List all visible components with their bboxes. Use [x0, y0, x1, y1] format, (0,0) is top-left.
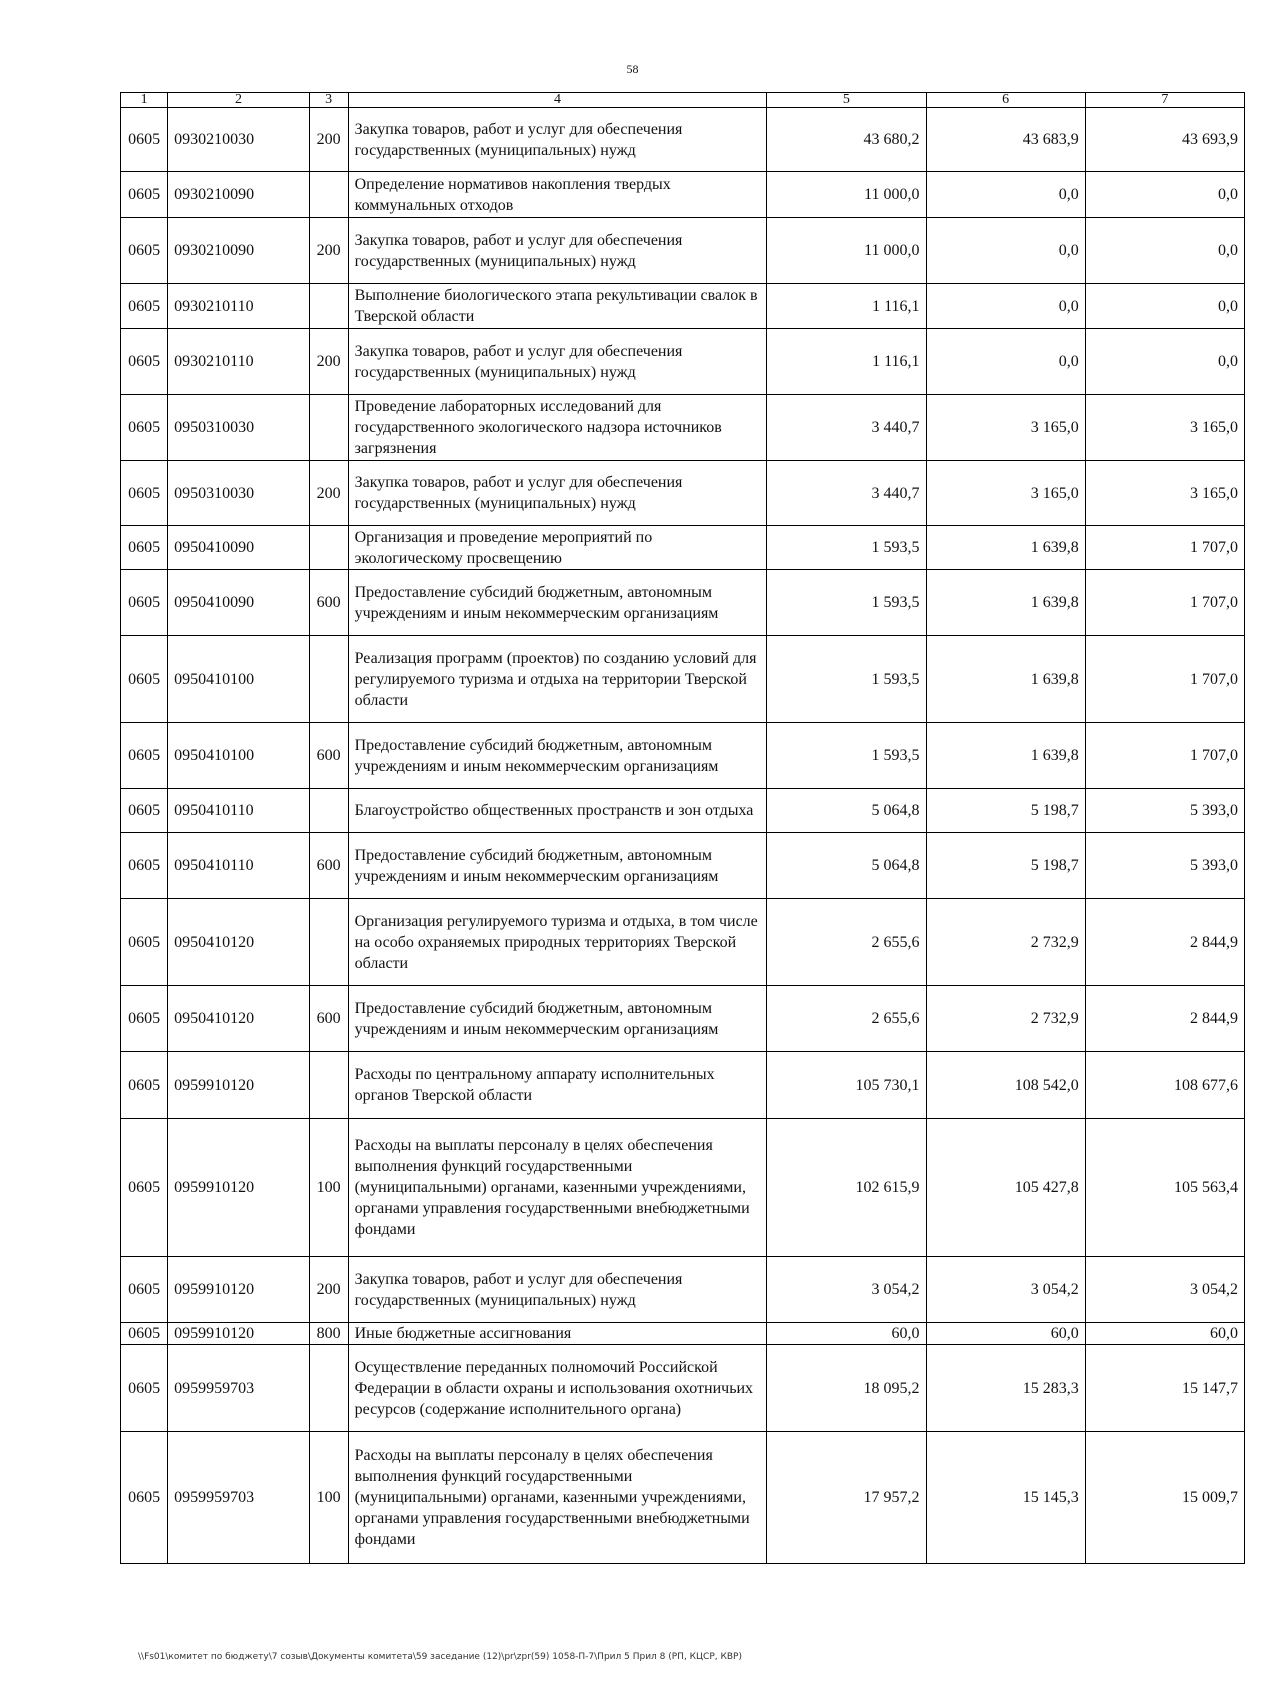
target-article-code-cell: 0959910120 — [168, 1323, 310, 1345]
expense-type-code-cell — [309, 172, 348, 218]
amount-col7-cell: 0,0 — [1085, 284, 1244, 329]
amount-col6-cell: 15 283,3 — [926, 1345, 1085, 1432]
amount-col5-cell: 1 593,5 — [767, 526, 926, 570]
item-name-cell: Закупка товаров, работ и услуг для обеспечения государственных (муниципальных) нужд — [348, 1257, 767, 1323]
amount-col6-cell: 0,0 — [926, 284, 1085, 329]
amount-col5-cell: 3 440,7 — [767, 395, 926, 461]
amount-col5-cell: 11 000,0 — [767, 218, 926, 284]
amount-col5-cell: 5 064,8 — [767, 789, 926, 833]
section-code-cell: 0605 — [121, 986, 168, 1052]
item-name-cell: Закупка товаров, работ и услуг для обеспечения государственных (муниципальных) нужд — [348, 329, 767, 395]
section-code-cell: 0605 — [121, 1345, 168, 1432]
amount-col7-cell: 0,0 — [1085, 329, 1244, 395]
target-article-code-cell: 0930210090 — [168, 218, 310, 284]
table-row — [121, 986, 1245, 1052]
amount-col6-cell: 15 145,3 — [926, 1432, 1085, 1564]
header-cell: 7 — [1085, 93, 1244, 108]
item-name-cell: Предоставление субсидий бюджетным, автономным учреждениям и иным некоммерческим организациям — [348, 570, 767, 636]
amount-col6-cell: 2 732,9 — [926, 986, 1085, 1052]
header-cell: 2 — [168, 93, 310, 108]
target-article-code-cell: 0959910120 — [168, 1257, 310, 1323]
amount-col5-cell: 1 593,5 — [767, 636, 926, 723]
target-article-code-cell: 0950410120 — [168, 899, 310, 986]
item-name-cell: Расходы по центральному аппарату исполнительных органов Тверской области — [348, 1052, 767, 1119]
table-row — [121, 1257, 1245, 1323]
expense-type-code-cell: 100 — [309, 1119, 348, 1257]
item-name-cell: Закупка товаров, работ и услуг для обеспечения государственных (муниципальных) нужд — [348, 108, 767, 172]
amount-col5-cell: 17 957,2 — [767, 1432, 926, 1564]
item-name-cell: Благоустройство общественных пространств и зон отдыха — [348, 789, 767, 833]
item-name-cell: Определение нормативов накопления твердых коммунальных отходов — [348, 172, 767, 218]
target-article-code-cell: 0930210030 — [168, 108, 310, 172]
expense-type-code-cell: 600 — [309, 570, 348, 636]
target-article-code-cell: 0950310030 — [168, 461, 310, 526]
amount-col6-cell: 2 732,9 — [926, 899, 1085, 986]
amount-col7-cell: 0,0 — [1085, 218, 1244, 284]
section-code-cell: 0605 — [121, 899, 168, 986]
amount-col7-cell: 5 393,0 — [1085, 833, 1244, 899]
item-name-cell: Организация регулируемого туризма и отдыха, в том числе на особо охраняемых природных территориях Тверской области — [348, 899, 767, 986]
amount-col5-cell: 1 116,1 — [767, 284, 926, 329]
amount-col5-cell: 1 116,1 — [767, 329, 926, 395]
section-code-cell: 0605 — [121, 284, 168, 329]
budget-table — [120, 92, 1245, 1564]
amount-col5-cell: 43 680,2 — [767, 108, 926, 172]
amount-col5-cell: 105 730,1 — [767, 1052, 926, 1119]
amount-col7-cell: 3 054,2 — [1085, 1257, 1244, 1323]
amount-col5-cell: 5 064,8 — [767, 833, 926, 899]
amount-col7-cell: 15 009,7 — [1085, 1432, 1244, 1564]
amount-col5-cell: 18 095,2 — [767, 1345, 926, 1432]
item-name-cell: Реализация программ (проектов) по созданию условий для регулируемого туризма и отдыха на территории Тверской области — [348, 636, 767, 723]
expense-type-code-cell: 600 — [309, 723, 348, 789]
amount-col6-cell: 105 427,8 — [926, 1119, 1085, 1257]
expense-type-code-cell: 200 — [309, 108, 348, 172]
amount-col7-cell: 2 844,9 — [1085, 899, 1244, 986]
amount-col7-cell: 1 707,0 — [1085, 526, 1244, 570]
item-name-cell: Закупка товаров, работ и услуг для обеспечения государственных (муниципальных) нужд — [348, 461, 767, 526]
item-name-cell: Расходы на выплаты персоналу в целях обеспечения выполнения функций государственными (муниципальными) органами, казенными учреждениями, органами управления государственными внебюджетными фондами — [348, 1432, 767, 1564]
amount-col6-cell: 43 683,9 — [926, 108, 1085, 172]
item-name-cell: Предоставление субсидий бюджетным, автономным учреждениям и иным некоммерческим организациям — [348, 833, 767, 899]
amount-col6-cell: 5 198,7 — [926, 833, 1085, 899]
table-row — [121, 1119, 1245, 1257]
section-code-cell: 0605 — [121, 329, 168, 395]
target-article-code-cell: 0959910120 — [168, 1052, 310, 1119]
section-code-cell: 0605 — [121, 636, 168, 723]
amount-col7-cell: 3 165,0 — [1085, 395, 1244, 461]
amount-col6-cell: 1 639,8 — [926, 526, 1085, 570]
amount-col5-cell: 2 655,6 — [767, 986, 926, 1052]
table-row — [121, 461, 1245, 526]
amount-col5-cell: 1 593,5 — [767, 570, 926, 636]
amount-col5-cell: 102 615,9 — [767, 1119, 926, 1257]
target-article-code-cell: 0950410110 — [168, 789, 310, 833]
table-row — [121, 284, 1245, 329]
expense-type-code-cell: 200 — [309, 461, 348, 526]
footer-file-path: \\Fs01\комитет по бюджету\7 созыв\Документы комитета\59 заседание (12)\pr\zpr(59) 1058-П-7\Прил 5 Прил 8 (РП, КЦСР, КВР) — [138, 1652, 742, 1662]
table-row — [121, 1432, 1245, 1564]
section-code-cell: 0605 — [121, 461, 168, 526]
amount-col7-cell: 105 563,4 — [1085, 1119, 1244, 1257]
amount-col6-cell: 3 165,0 — [926, 461, 1085, 526]
amount-col7-cell: 108 677,6 — [1085, 1052, 1244, 1119]
section-code-cell: 0605 — [121, 723, 168, 789]
section-code-cell: 0605 — [121, 1323, 168, 1345]
table-row — [121, 789, 1245, 833]
header-cell: 6 — [926, 93, 1085, 108]
amount-col5-cell: 3 054,2 — [767, 1257, 926, 1323]
item-name-cell: Предоставление субсидий бюджетным, автономным учреждениям и иным некоммерческим организациям — [348, 723, 767, 789]
table-row — [121, 636, 1245, 723]
table-row — [121, 1323, 1245, 1345]
amount-col5-cell: 60,0 — [767, 1323, 926, 1345]
section-code-cell: 0605 — [121, 395, 168, 461]
table-row — [121, 395, 1245, 461]
item-name-cell: Предоставление субсидий бюджетным, автономным учреждениям и иным некоммерческим организациям — [348, 986, 767, 1052]
expense-type-code-cell: 600 — [309, 833, 348, 899]
expense-type-code-cell — [309, 899, 348, 986]
expense-type-code-cell — [309, 284, 348, 329]
header-cell: 1 — [121, 93, 168, 108]
page-number: 58 — [626, 62, 639, 76]
table-row — [121, 526, 1245, 570]
target-article-code-cell: 0950410110 — [168, 833, 310, 899]
expense-type-code-cell: 200 — [309, 1257, 348, 1323]
amount-col7-cell: 15 147,7 — [1085, 1345, 1244, 1432]
amount-col6-cell: 1 639,8 — [926, 636, 1085, 723]
table-row — [121, 1345, 1245, 1432]
section-code-cell: 0605 — [121, 1432, 168, 1564]
item-name-cell: Закупка товаров, работ и услуг для обеспечения государственных (муниципальных) нужд — [348, 218, 767, 284]
section-code-cell: 0605 — [121, 833, 168, 899]
amount-col6-cell: 60,0 — [926, 1323, 1085, 1345]
section-code-cell: 0605 — [121, 526, 168, 570]
target-article-code-cell: 0930210090 — [168, 172, 310, 218]
expense-type-code-cell — [309, 636, 348, 723]
section-code-cell: 0605 — [121, 108, 168, 172]
target-article-code-cell: 0950310030 — [168, 395, 310, 461]
expense-type-code-cell: 600 — [309, 986, 348, 1052]
section-code-cell: 0605 — [121, 1052, 168, 1119]
amount-col6-cell: 5 198,7 — [926, 789, 1085, 833]
item-name-cell: Проведение лабораторных исследований для государственного экологического надзора источников загрязнения — [348, 395, 767, 461]
item-name-cell: Организация и проведение мероприятий по экологическому просвещению — [348, 526, 767, 570]
amount-col7-cell: 1 707,0 — [1085, 570, 1244, 636]
item-name-cell: Выполнение биологического этапа рекультивации свалок в Тверской области — [348, 284, 767, 329]
expense-type-code-cell — [309, 1345, 348, 1432]
header-cell: 3 — [309, 93, 348, 108]
target-article-code-cell: 0950410090 — [168, 570, 310, 636]
table-row — [121, 108, 1245, 172]
item-name-cell: Иные бюджетные ассигнования — [348, 1323, 767, 1345]
section-code-cell: 0605 — [121, 172, 168, 218]
section-code-cell: 0605 — [121, 789, 168, 833]
header-row — [121, 93, 1245, 108]
target-article-code-cell: 0950410120 — [168, 986, 310, 1052]
amount-col6-cell: 3 054,2 — [926, 1257, 1085, 1323]
table-row — [121, 1052, 1245, 1119]
amount-col5-cell: 11 000,0 — [767, 172, 926, 218]
amount-col7-cell: 43 693,9 — [1085, 108, 1244, 172]
header-cell: 5 — [767, 93, 926, 108]
header-cell: 4 — [348, 93, 767, 108]
section-code-cell: 0605 — [121, 1257, 168, 1323]
section-code-cell: 0605 — [121, 1119, 168, 1257]
amount-col6-cell: 1 639,8 — [926, 723, 1085, 789]
section-code-cell: 0605 — [121, 218, 168, 284]
amount-col6-cell: 0,0 — [926, 329, 1085, 395]
target-article-code-cell: 0950410090 — [168, 526, 310, 570]
expense-type-code-cell — [309, 789, 348, 833]
amount-col6-cell: 0,0 — [926, 218, 1085, 284]
table-row — [121, 570, 1245, 636]
target-article-code-cell: 0959910120 — [168, 1119, 310, 1257]
amount-col7-cell: 1 707,0 — [1085, 723, 1244, 789]
table-row — [121, 329, 1245, 395]
expense-type-code-cell: 800 — [309, 1323, 348, 1345]
table-body — [121, 108, 1245, 1564]
table-row — [121, 833, 1245, 899]
target-article-code-cell: 0959959703 — [168, 1345, 310, 1432]
target-article-code-cell: 0930210110 — [168, 284, 310, 329]
amount-col5-cell: 2 655,6 — [767, 899, 926, 986]
expense-type-code-cell: 200 — [309, 218, 348, 284]
amount-col6-cell: 0,0 — [926, 172, 1085, 218]
amount-col6-cell: 3 165,0 — [926, 395, 1085, 461]
amount-col5-cell: 3 440,7 — [767, 461, 926, 526]
expense-type-code-cell — [309, 526, 348, 570]
amount-col7-cell: 0,0 — [1085, 172, 1244, 218]
target-article-code-cell: 0950410100 — [168, 636, 310, 723]
amount-col7-cell: 5 393,0 — [1085, 789, 1244, 833]
item-name-cell: Осуществление переданных полномочий Российской Федерации в области охраны и использования охотничьих ресурсов (содержание исполнительного органа) — [348, 1345, 767, 1432]
target-article-code-cell: 0959959703 — [168, 1432, 310, 1564]
amount-col6-cell: 1 639,8 — [926, 570, 1085, 636]
expense-type-code-cell — [309, 1052, 348, 1119]
table-row — [121, 172, 1245, 218]
item-name-cell: Расходы на выплаты персоналу в целях обеспечения выполнения функций государственными (муниципальными) органами, казенными учреждениями, органами управления государственными внебюджетными фондами — [348, 1119, 767, 1257]
amount-col5-cell: 1 593,5 — [767, 723, 926, 789]
table-row — [121, 218, 1245, 284]
target-article-code-cell: 0930210110 — [168, 329, 310, 395]
table-row — [121, 899, 1245, 986]
amount-col7-cell: 2 844,9 — [1085, 986, 1244, 1052]
amount-col6-cell: 108 542,0 — [926, 1052, 1085, 1119]
table-row — [121, 723, 1245, 789]
amount-col7-cell: 3 165,0 — [1085, 461, 1244, 526]
amount-col7-cell: 1 707,0 — [1085, 636, 1244, 723]
section-code-cell: 0605 — [121, 570, 168, 636]
expense-type-code-cell — [309, 395, 348, 461]
amount-col7-cell: 60,0 — [1085, 1323, 1244, 1345]
expense-type-code-cell: 100 — [309, 1432, 348, 1564]
target-article-code-cell: 0950410100 — [168, 723, 310, 789]
expense-type-code-cell: 200 — [309, 329, 348, 395]
